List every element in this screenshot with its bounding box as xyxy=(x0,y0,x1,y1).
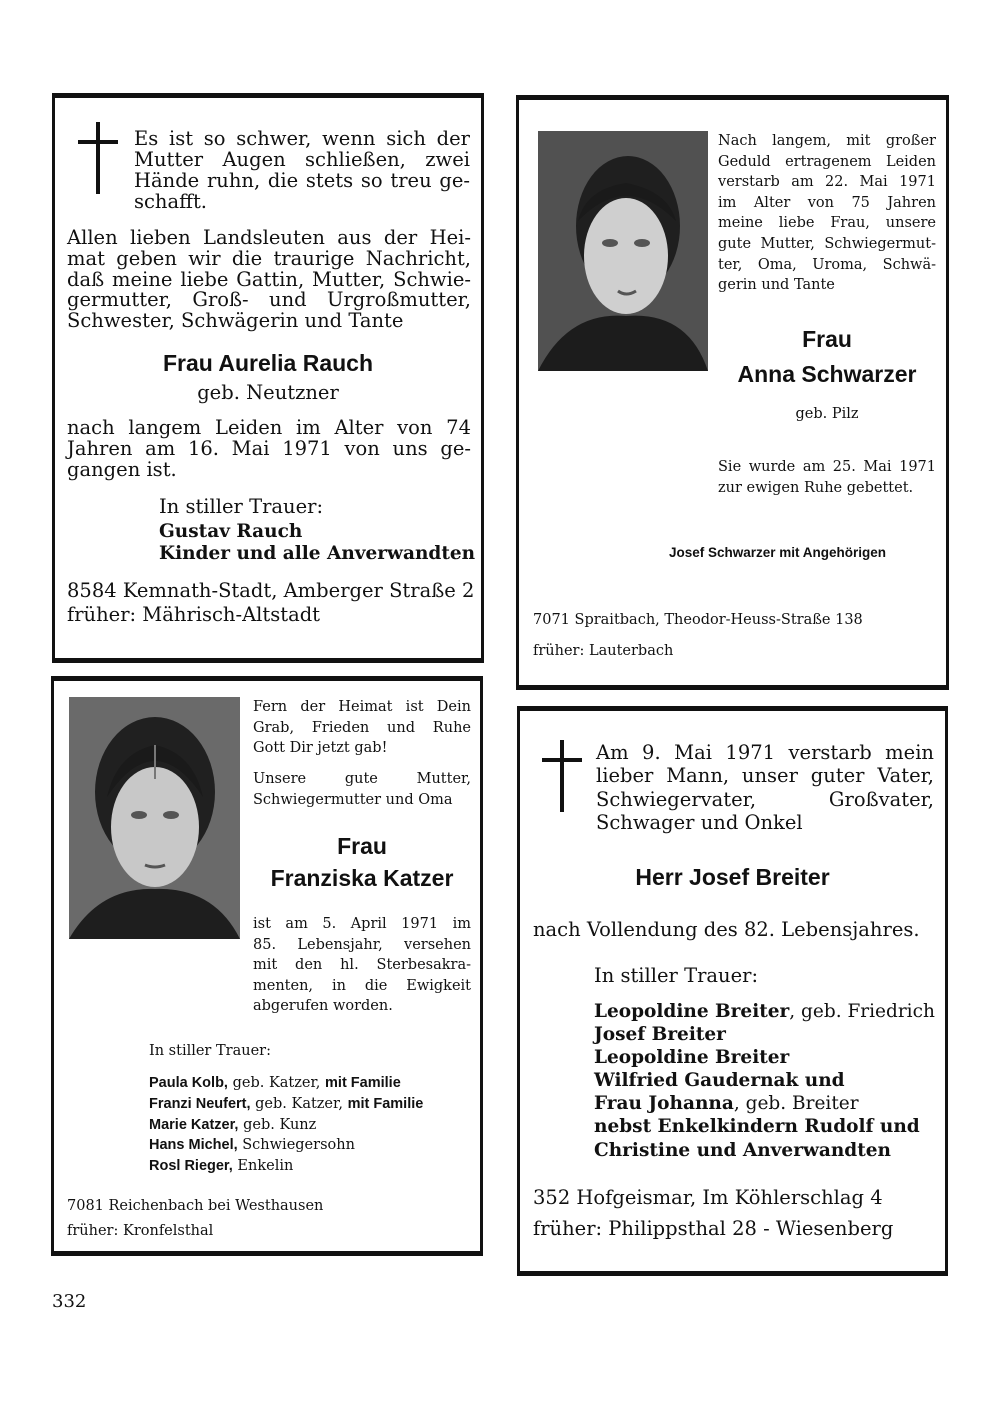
burial-line: Sie wurde am 25. Mai 1971 xyxy=(718,459,936,475)
address-former: früher: Philippsthal 28 - Wiesenberg xyxy=(533,1217,894,1240)
mourner-line: Franzi Neufert, geb. Katzer, mit Familie xyxy=(149,1095,424,1112)
death-line: menten, in die Ewigkeit xyxy=(253,977,471,994)
intro-line: lieber Mann, unser guter Vater, xyxy=(596,764,934,788)
deceased-title: Frau xyxy=(337,833,387,859)
intro-line: verstarb am 22. Mai 1971 xyxy=(718,174,936,191)
death-line: nach Vollendung des 82. Lebensjahres. xyxy=(533,918,920,941)
mourning-heading: In stiller Trauer: xyxy=(594,964,759,987)
intro-line: Schwester, Schwägerin und Tante xyxy=(67,309,404,333)
death-line: gangen ist. xyxy=(67,458,177,481)
deceased-name: Herr Josef Breiter xyxy=(635,864,830,890)
poem-line: schafft. xyxy=(134,190,208,213)
poem-line: Mutter Augen schließen, zwei xyxy=(134,148,470,171)
death-line: mit den hl. Sterbesakra- xyxy=(253,957,471,973)
mourner-line: Paula Kolb, geb. Katzer, mit Familie xyxy=(149,1075,401,1091)
burial-line: zur ewigen Ruhe gebettet. xyxy=(718,480,914,496)
mourner-line: Wilfried Gaudernak und xyxy=(594,1070,845,1092)
death-line: Jahren am 16. Mai 1971 von uns ge- xyxy=(67,437,471,460)
death-line: 85. Lebensjahr, versehen xyxy=(253,936,471,953)
mourner-line: Frau Johanna, geb. Breiter xyxy=(594,1093,859,1115)
deceased-name: Franziska Katzer xyxy=(270,865,454,891)
mourner-line: Josef Breiter xyxy=(594,1024,726,1046)
intro-line: Unsere gute Mutter, xyxy=(253,771,471,787)
address-former: früher: Kronfelsthal xyxy=(67,1223,214,1239)
signature: Josef Schwarzer mit Angehörigen xyxy=(669,545,887,560)
address-line: 352 Hofgeismar, Im Köhlerschlag 4 xyxy=(533,1186,883,1209)
deceased-name: Frau Aurelia Rauch xyxy=(162,350,374,376)
death-line: abgerufen worden. xyxy=(253,998,393,1014)
death-line: nach langem Leiden im Alter von 74 xyxy=(67,416,471,439)
poem-line: Grab, Frieden und Ruhe xyxy=(253,719,471,736)
address-former: früher: Lauterbach xyxy=(533,643,674,659)
intro-line: germutter, Groß- und Urgroßmutter, xyxy=(67,288,471,312)
maiden-name: geb. Pilz xyxy=(795,406,859,422)
poem-line: Es ist so schwer, wenn sich der xyxy=(134,127,470,150)
mourner-line: Kinder und alle Anverwandten xyxy=(159,543,476,564)
poem-line: Fern der Heimat ist Dein xyxy=(253,699,471,715)
intro-line: mat geben wir die traurige Nachricht, xyxy=(67,246,471,270)
maiden-name: geb. Neutzner xyxy=(197,381,339,404)
mourner-line: Gustav Rauch xyxy=(159,521,303,542)
intro-line: daß meine liebe Gattin, Mutter, Schwie- xyxy=(67,267,471,291)
mourner-line: nebst Enkelkindern Rudolf und xyxy=(594,1116,920,1138)
intro-line: Schwiegermutter und Oma xyxy=(253,792,453,808)
mourning-heading: In stiller Trauer: xyxy=(159,495,324,518)
address-line: 7081 Reichenbach bei Westhausen xyxy=(67,1198,324,1214)
mourner-line: Leopoldine Breiter, geb. Friedrich xyxy=(594,1001,935,1022)
page-number: 332 xyxy=(52,1291,87,1312)
portrait-illustration xyxy=(69,697,240,939)
mourner-line: Christine und Anverwandten xyxy=(594,1139,892,1161)
address-line: 8584 Kemnath-Stadt, Amberger Straße 2 xyxy=(67,579,475,602)
intro-line: Geduld ertragenem Leiden xyxy=(718,153,936,170)
deceased-title: Frau xyxy=(802,326,852,352)
address-line: 7071 Spraitbach, Theodor-Heuss-Straße 138 xyxy=(533,612,863,628)
intro-line: ter, Oma, Uroma, Schwä- xyxy=(718,256,936,273)
mourner-line: Rosl Rieger, Enkelin xyxy=(149,1158,294,1175)
portrait-photo xyxy=(69,697,240,939)
intro-line: gerin und Tante xyxy=(718,277,835,294)
intro-line: Schwager und Onkel xyxy=(596,810,803,834)
intro-line: Nach langem, mit großer xyxy=(718,133,936,149)
intro-line: Am 9. Mai 1971 verstarb mein xyxy=(596,741,934,764)
intro-line: Allen lieben Landsleuten aus der Hei- xyxy=(67,226,471,249)
poem-line: Gott Dir jetzt gab! xyxy=(253,740,388,757)
intro-line: im Alter von 75 Jahren xyxy=(718,194,936,211)
mourner-line: Leopoldine Breiter xyxy=(594,1047,790,1069)
cross-icon xyxy=(78,122,118,202)
portrait-illustration xyxy=(538,131,708,371)
poem-line: Hände ruhn, die stets so treu ge- xyxy=(134,169,470,192)
portrait-photo xyxy=(538,131,708,371)
cross-icon xyxy=(542,740,582,820)
intro-line: gute Mutter, Schwiegermut- xyxy=(718,235,936,252)
intro-line: meine liebe Frau, unsere xyxy=(718,215,936,232)
address-former: früher: Mährisch-Altstadt xyxy=(67,603,321,626)
death-line: ist am 5. April 1971 im xyxy=(253,916,471,932)
intro-line: Schwiegervater, Großvater, xyxy=(596,787,934,811)
mourner-line: Hans Michel, Schwiegersohn xyxy=(149,1137,355,1154)
mourner-line: Marie Katzer, geb. Kunz xyxy=(149,1116,317,1133)
mourning-heading: In stiller Trauer: xyxy=(149,1043,271,1059)
deceased-name: Anna Schwarzer xyxy=(737,361,917,387)
